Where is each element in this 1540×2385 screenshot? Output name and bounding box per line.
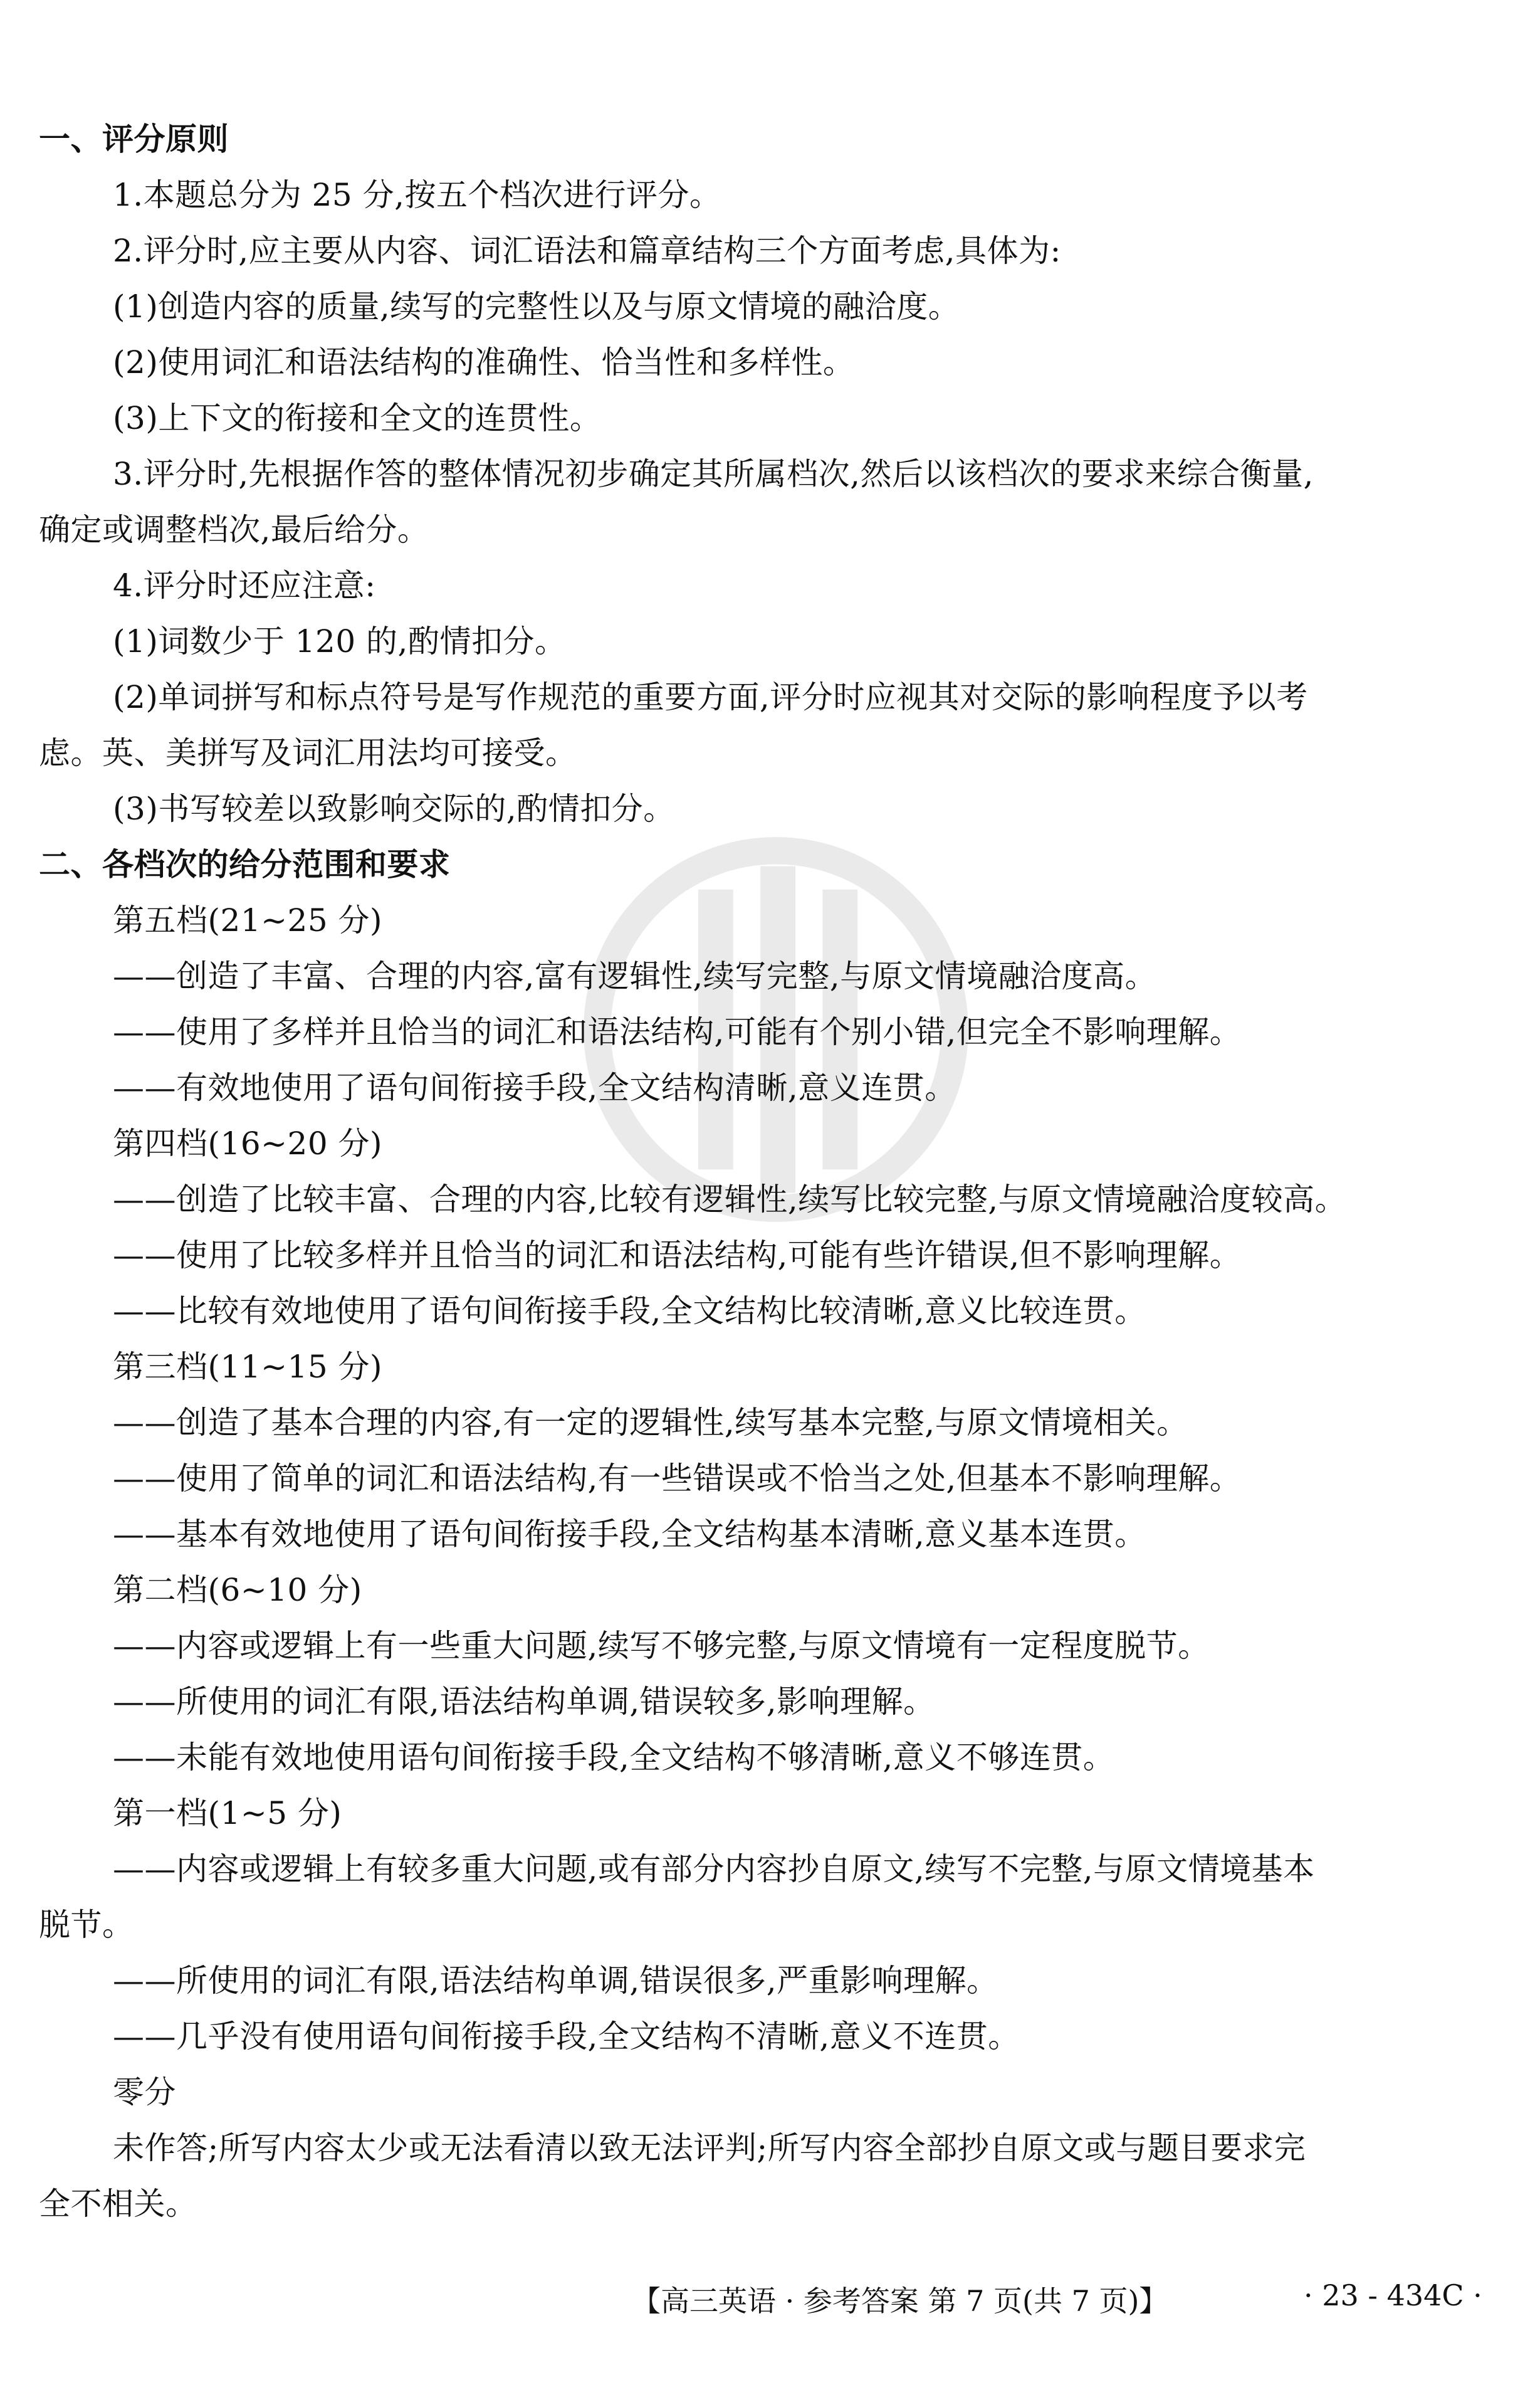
grade-1-item-2: ——所使用的词汇有限,语法结构单调,错误很多,严重影响理解。 — [113, 1962, 998, 1999]
grade-2-item: ——未能有效地使用语句间衔接手段,全文结构不够清晰,意义不够连贯。 — [113, 1739, 1115, 1776]
zero-text-line-1: 未作答;所写内容太少或无法看清以致无法评判;所写内容全部抄自原文或与题目要求完 — [113, 2130, 1306, 2166]
grade-5-item: ——有效地使用了语句间衔接手段,全文结构清晰,意义连贯。 — [113, 1070, 956, 1106]
zero-text-line-2: 全不相关。 — [39, 2186, 197, 2222]
grade-2-item: ——内容或逻辑上有一些重大问题,续写不够完整,与原文情境有一定程度脱节。 — [113, 1628, 1210, 1664]
grade-4-item: ——比较有效地使用了语句间衔接手段,全文结构比较清晰,意义比较连贯。 — [113, 1293, 1146, 1329]
grade-3-item: ——使用了简单的词汇和语法结构,有一些错误或不恰当之处,但基本不影响理解。 — [113, 1460, 1242, 1497]
zero-title: 零分 — [113, 2074, 176, 2110]
rule-2-item: (3)上下文的衔接和全文的连贯性。 — [113, 400, 602, 436]
grade-3-item: ——创造了基本合理的内容,有一定的逻辑性,续写基本完整,与原文情境相关。 — [113, 1404, 1188, 1441]
grade-2-title: 第二档(6~10 分) — [113, 1572, 362, 1608]
rule-3-line-2: 确定或调整档次,最后给分。 — [39, 512, 429, 548]
rule-2: 2.评分时,应主要从内容、词汇语法和篇章结构三个方面考虑,具体为: — [113, 233, 1061, 269]
grade-2-item: ——所使用的词汇有限,语法结构单调,错误较多,影响理解。 — [113, 1683, 935, 1720]
footer-page-info: 【高三英语 · 参考答案 第 7 页(共 7 页)】 — [632, 2284, 1168, 2318]
rule-4-item-3: (3)书写较差以致影响交际的,酌情扣分。 — [113, 791, 675, 827]
grade-5-item: ——使用了多样并且恰当的词汇和语法结构,可能有个别小错,但完全不影响理解。 — [113, 1014, 1242, 1050]
grade-1-title: 第一档(1~5 分) — [113, 1795, 342, 1831]
rule-1: 1.本题总分为 25 分,按五个档次进行评分。 — [113, 177, 721, 213]
footer-code: · 23 - 434C · — [1304, 2278, 1482, 2312]
rule-4-item-2-line-1: (2)单词拼写和标点符号是写作规范的重要方面,评分时应视其对交际的影响程度予以考 — [113, 679, 1308, 715]
rule-4: 4.评分时还应注意: — [113, 567, 376, 604]
answer-key-page — [39, 112, 1493, 2232]
section2-heading: 二、各档次的给分范围和要求 — [39, 846, 451, 883]
rule-4-item-2-line-2: 虑。英、美拼写及词汇用法均可接受。 — [39, 735, 577, 771]
rule-2-item: (1)创造内容的质量,续写的完整性以及与原文情境的融洽度。 — [113, 288, 960, 325]
grade-4-item: ——使用了比较多样并且恰当的词汇和语法结构,可能有些许错误,但不影响理解。 — [113, 1237, 1242, 1273]
grade-3-title: 第三档(11~15 分) — [113, 1349, 383, 1385]
grade-1-item-3: ——几乎没有使用语句间衔接手段,全文结构不清晰,意义不连贯。 — [113, 2018, 1020, 2055]
grade-5-title: 第五档(21~25 分) — [113, 902, 383, 939]
grade-5-item: ——创造了丰富、合理的内容,富有逻辑性,续写完整,与原文情境融洽度高。 — [113, 958, 1157, 994]
rule-2-item: (2)使用词汇和语法结构的准确性、恰当性和多样性。 — [113, 344, 855, 381]
section1-heading: 一、评分原则 — [39, 121, 229, 157]
grade-4-title: 第四档(16~20 分) — [113, 1125, 383, 1162]
rule-4-item-1: (1)词数少于 120 的,酌情扣分。 — [113, 623, 567, 660]
rule-3-line-1: 3.评分时,先根据作答的整体情况初步确定其所属档次,然后以该档次的要求来综合衡量, — [113, 456, 1314, 492]
grade-3-item: ——基本有效地使用了语句间衔接手段,全文结构基本清晰,意义基本连贯。 — [113, 1516, 1146, 1552]
grade-1-item-1-line-1: ——内容或逻辑上有较多重大问题,或有部分内容抄自原文,续写不完整,与原文情境基本 — [113, 1851, 1315, 1887]
grade-1-item-1-line-2: 脱节。 — [39, 1907, 134, 1943]
grade-4-item: ——创造了比较丰富、合理的内容,比较有逻辑性,续写比较完整,与原文情境融洽度较高。 — [113, 1181, 1347, 1218]
